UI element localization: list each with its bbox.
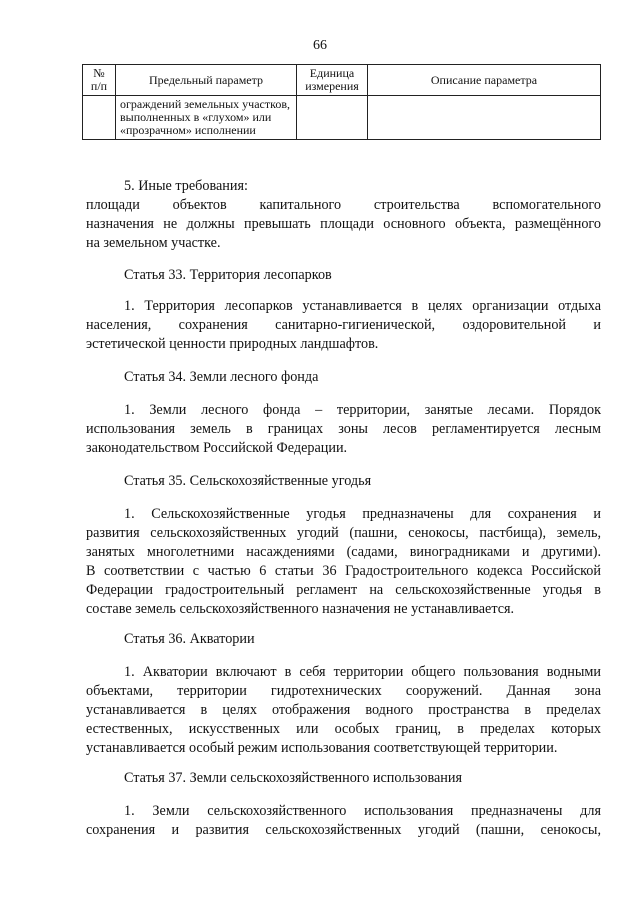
section-5-line: назначения не должны превышать площади основного объекта, размещённого [86, 216, 601, 232]
col-number-header: № п/п [83, 65, 116, 96]
section-5-line: на земельном участке. [86, 235, 221, 251]
article-36-line: объектами, территории гидротехнических сооружений. Данная зона [86, 683, 601, 699]
page-number: 66 [313, 38, 327, 53]
cell-unit [297, 96, 368, 140]
section-5-line: площади объектов капитального строительства вспомогательного [86, 197, 601, 213]
col-unit-header: Единица измерения [297, 65, 368, 96]
article-35-heading: Статья 35. Сельскохозяйственные угодья [124, 473, 372, 489]
article-33-line: эстетической ценности природных ландшафтов. [86, 336, 379, 352]
cell-parameter: ограждений земельных участков, выполненных в «глухом» или «прозрачном» исполнении [116, 96, 297, 140]
col-description-header: Описание параметра [368, 65, 601, 96]
article-33-line: 1. Территория лесопарков устанавливается в целях организации отдыха [124, 298, 601, 314]
article-34-heading: Статья 34. Земли лесного фонда [124, 369, 319, 385]
col-parameter-header: Предельный параметр [116, 65, 297, 96]
cell-description [368, 96, 601, 140]
article-36-line: устанавливается в целях отображения водного пространства в пределах [86, 702, 601, 718]
article-36-line: естественных, искусственных или особых границ, в пределах которых [86, 721, 601, 737]
article-36-line: 1. Акватории включают в себя территории общего пользования водными [124, 664, 601, 680]
article-33-heading: Статья 33. Территория лесопарков [124, 267, 332, 283]
article-33-line: населения, сохранения санитарно-гигиенической, оздоровительной и [86, 317, 601, 333]
article-35-line: Федерации градостроительный регламент на сельскохозяйственные угодья в [86, 582, 601, 598]
article-35-line: 1. Сельскохозяйственные угодья предназначены для сохранения и [124, 506, 601, 522]
section-5-title: 5. Иные требования: [124, 178, 248, 194]
cell-number [83, 96, 116, 140]
article-34-line: законодательством Российской Федерации. [86, 440, 348, 456]
article-35-line: развития сельскохозяйственных угодий (пашни, сенокосы, пастбища), земель, [86, 525, 601, 541]
article-35-line: составе земель сельскохозяйственного назначения не устанавливается. [86, 601, 515, 617]
article-34-line: использования земель в границах зоны лесов регламентируется лесным [86, 421, 601, 437]
table-row [83, 96, 601, 140]
article-35-line: занятых многолетними насаждениями (садами, виноградниками и другими). [86, 544, 601, 560]
table-header-row [83, 65, 601, 96]
article-37-heading: Статья 37. Земли сельскохозяйственного использования [124, 770, 462, 786]
article-36-line: устанавливается особый режим использования соответствующей территории. [86, 740, 558, 756]
article-37-line: сохранения и развития сельскохозяйственных угодий (пашни, сенокосы, [86, 822, 601, 838]
article-37-line: 1. Земли сельскохозяйственного использования предназначены для [124, 803, 601, 819]
article-36-heading: Статья 36. Акватории [124, 631, 255, 647]
parameters-table [82, 64, 601, 140]
article-34-line: 1. Земли лесного фонда – территории, занятые лесами. Порядок [124, 402, 601, 418]
article-35-line: В соответствии с частью 6 статьи 36 Градостроительного кодекса Российской [86, 563, 601, 579]
